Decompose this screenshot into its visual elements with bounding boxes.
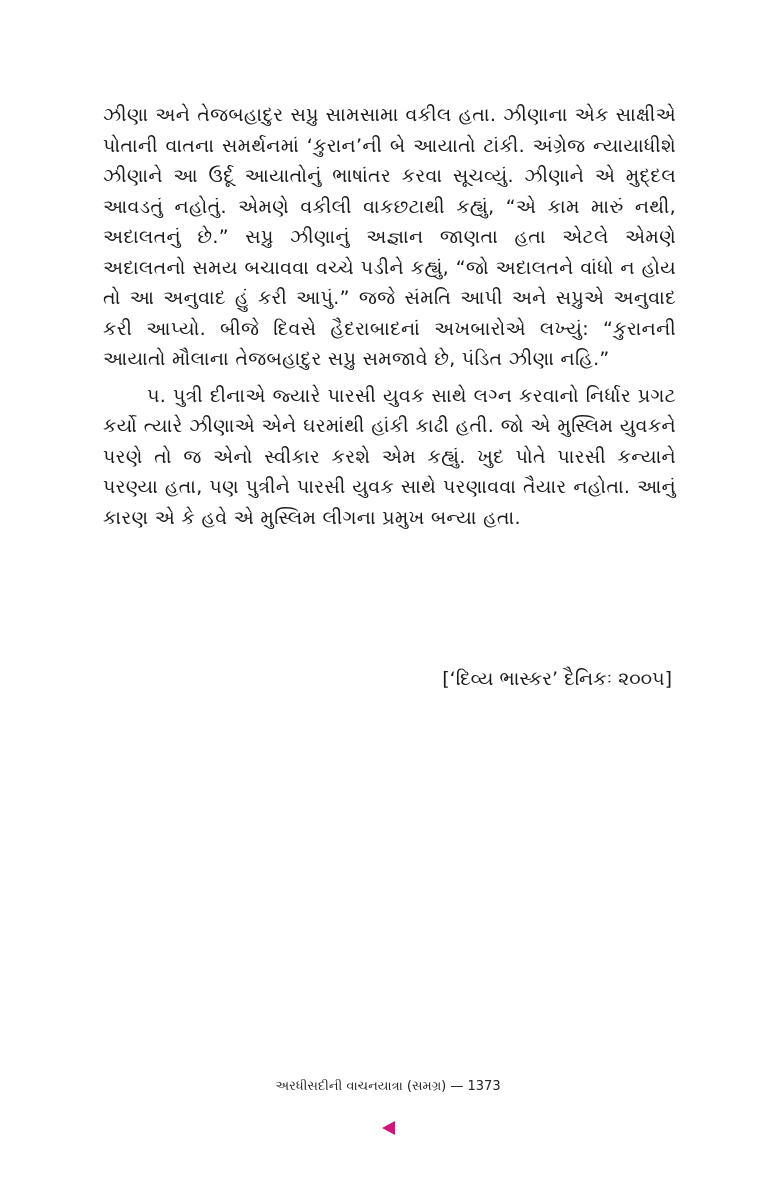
paragraph-1: ઝીણા અને તેજબહાદુર સપ્રુ સામસામા વકીલ હતા. ઝીણાના એક સાક્ષીએ પોતાની વાતના સમર્થનમાં ‘કુરાન’ની બે આયાતો ટાંકી. અંગ્રેજ ન્યાયાધીશે ઝીણાને આ ઉર્દૂ આયાતોનું ભાષાંતર કરવા સૂચવ્યું. ઝીણાને એ મુદ્દલ આવડતું નહોતું. એમણે વકીલી વાકછટાથી કહ્યું, “એ કામ મારું નથી, અદાલતનું છે.” સપ્રુ ઝીણાનું અજ્ઞાન જાણતા હતા એટલે એમણે અદાલતનો સમય બચાવવા વચ્ચે પડીને કહ્યું, “જો અદાલતને વાંધો ન હોય તો આ અનુવાદ હું કરી આપું.” જજે સંમતિ આપી અને સપ્રુએ અનુવાદ કરી આપ્યો. બીજે દિવસે હૈદરાબાદનાં અખબારોએ લખ્યું: “કુરાનની આયાતો મૌલાના તેજબહાદુર સપ્રુ સમજાવે છે, પંડિત ઝીણા નહિ.” <box>103 104 676 370</box>
article-body <box>103 100 676 533</box>
source-citation: [‘દિવ્ય ભાસ્કર’ દૈનિકઃ ૨૦૦૫] <box>442 668 672 690</box>
previous-page-arrow-icon[interactable] <box>382 1121 395 1135</box>
page-footer: અરધીસદીની વાચનયાત્રા (સમગ્ર) — 1373 <box>275 1079 501 1094</box>
paragraph-2: ૫. પુત્રી દીનાએ જ્યારે પારસી યુવક સાથે લગ્ન કરવાનો નિર્ધાર પ્રગટ કર્યો ત્યારે ઝીણાએ એને ઘરમાંથી હાંકી કાઢી હતી. જો એ મુસ્લિમ યુવકને પરણે તો જ એનો સ્વીકાર કરશે એમ કહ્યું. ખુદ પોતે પારસી કન્યાને પરણ્યા હતા, પણ પુત્રીને પારસી યુવક સાથે પરણાવવા તૈયાર નહોતા. આનું કારણ એ કે હવે એ મુસ્લિમ લીગના પ્રમુખ બન્યા હતા. <box>103 384 676 529</box>
